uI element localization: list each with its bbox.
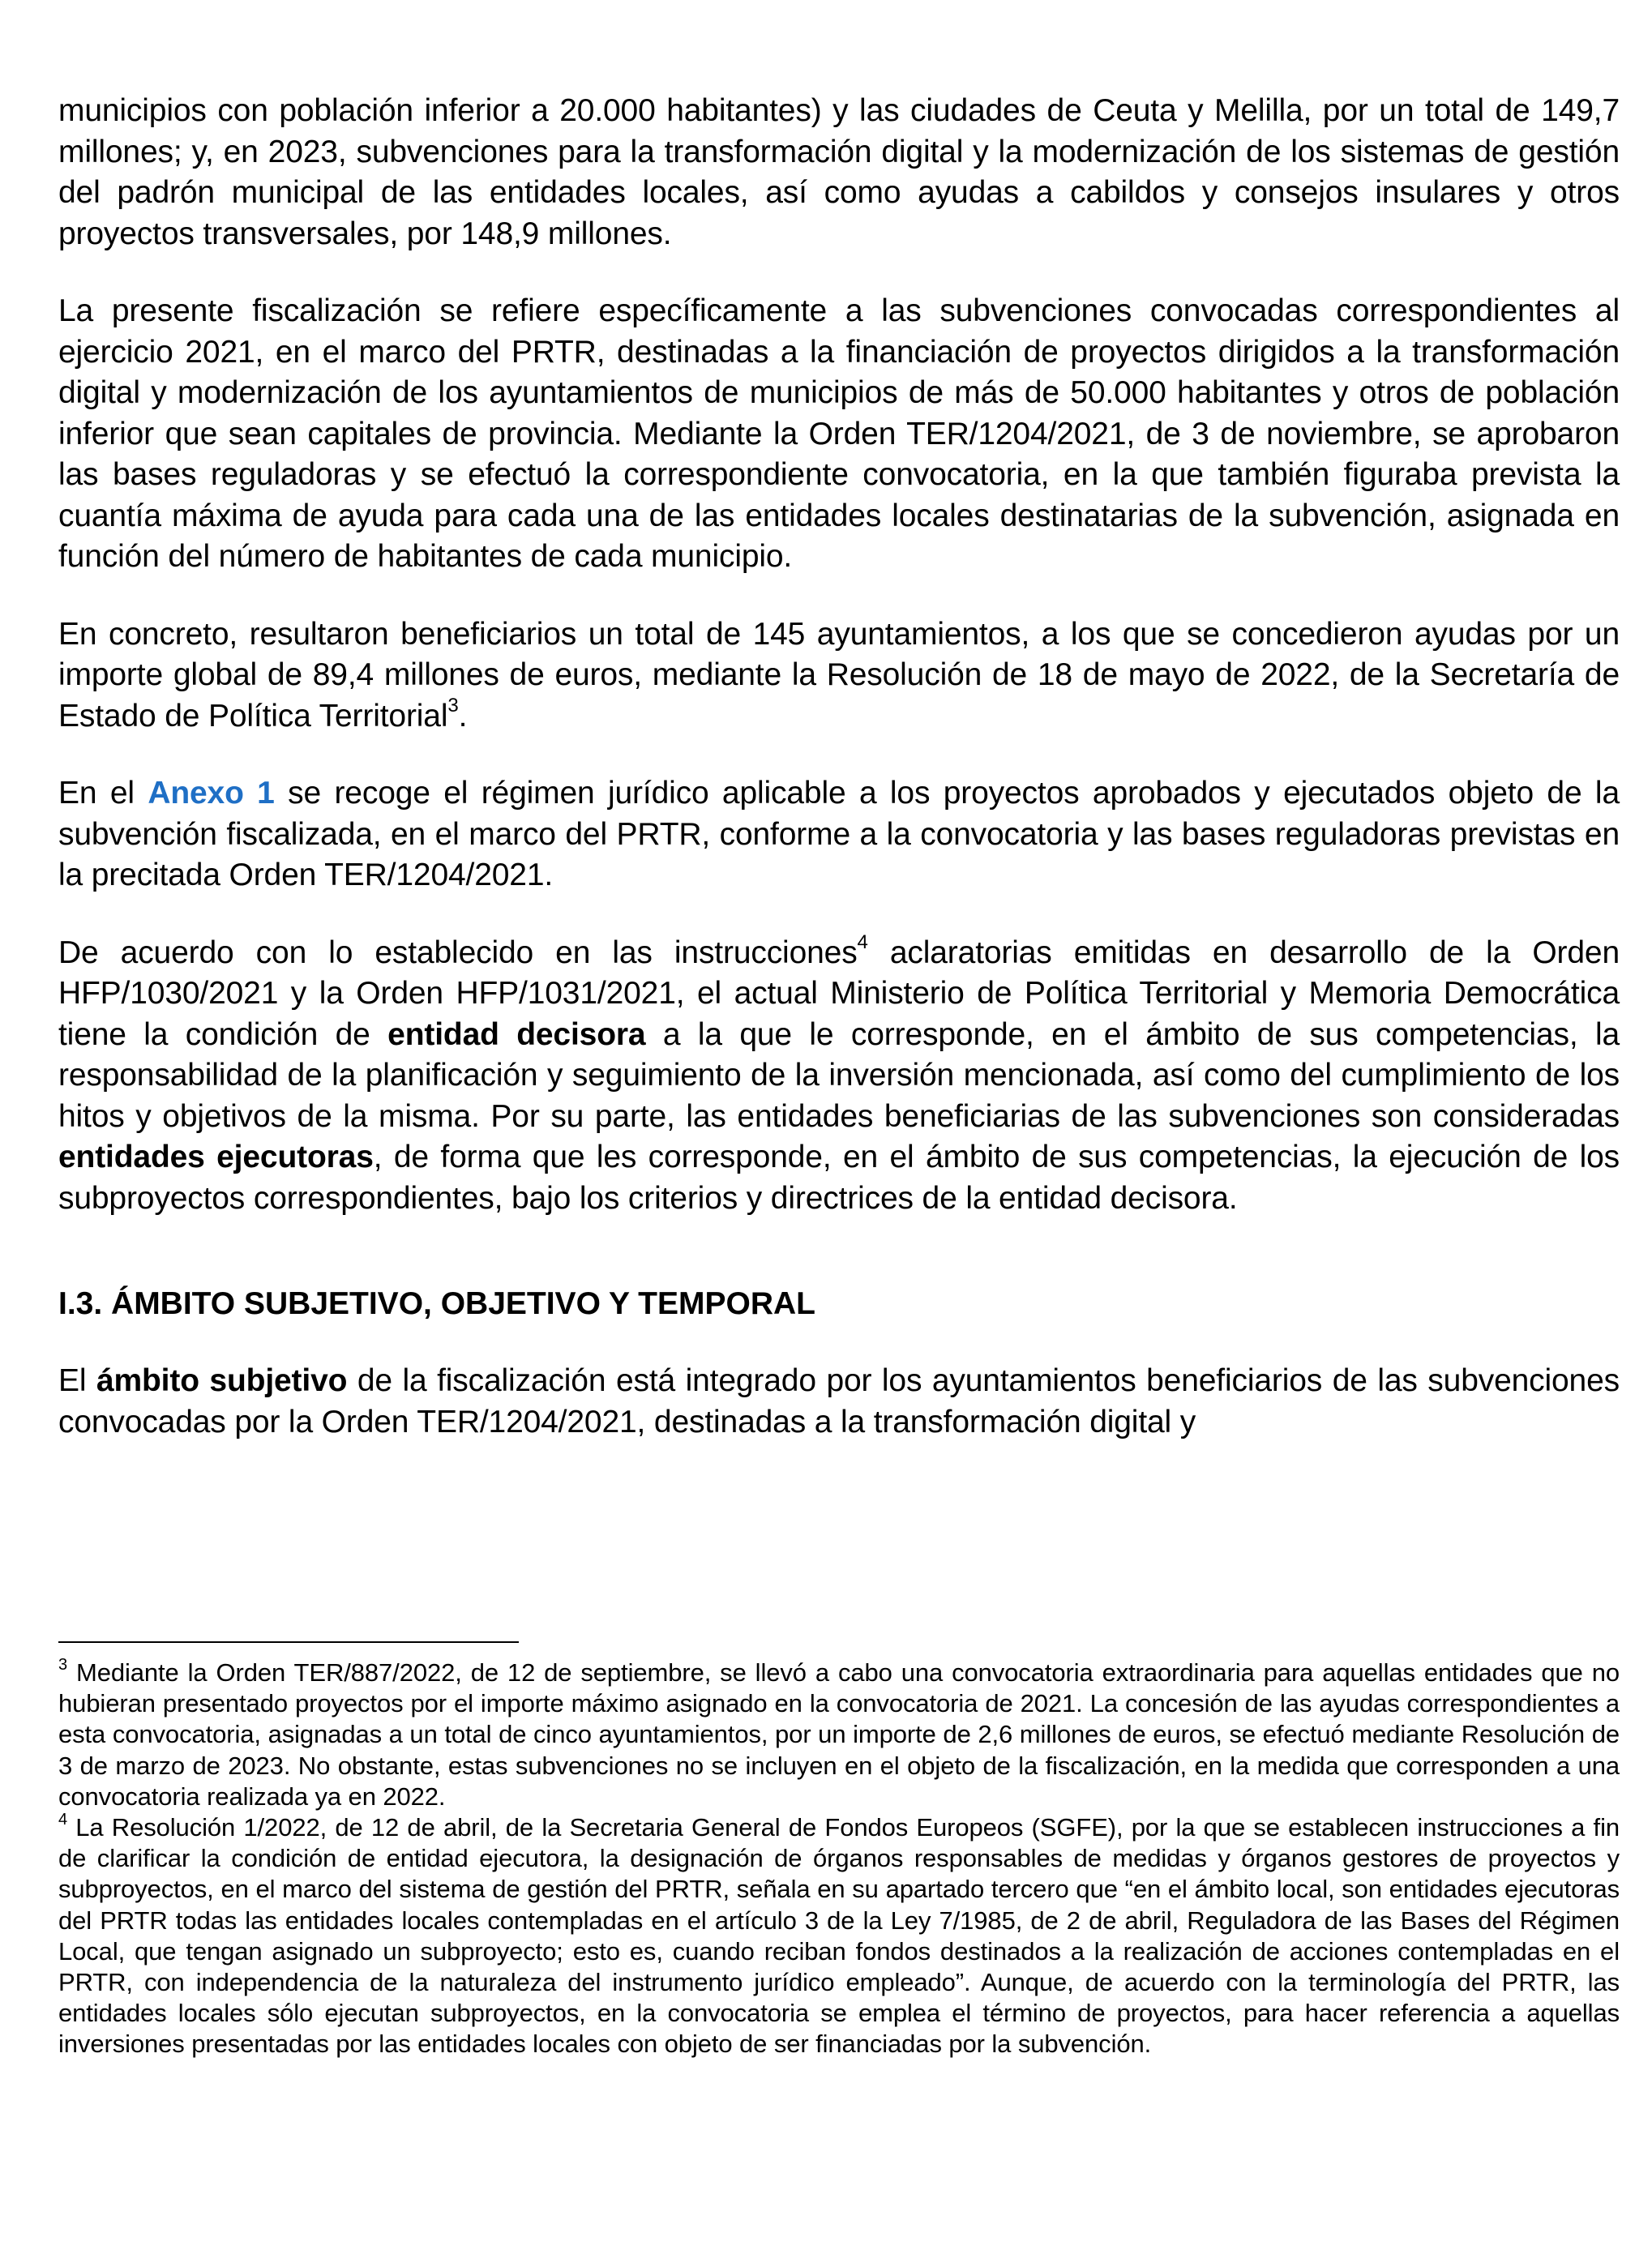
paragraph-text: . xyxy=(458,698,468,734)
footnote-4 xyxy=(58,1812,1620,2060)
footnote-ref-3[interactable]: 3 xyxy=(447,694,459,716)
bold-term-entidades-ejecutoras: entidades ejecutoras xyxy=(58,1140,374,1174)
paragraph-fiscalization-scope: La presente fiscalización se refiere específicamente a las subvenciones convocadas correspondientes al ejercicio 2021, en el marco del PRTR, destinadas a la financiación de proyectos dirigidos a la transformación digital y modernización de los ayuntamientos de municipios de más de 50.000 habitantes y otros de población inferior que sean capitales de provincia. Mediante la Orden TER/1204/2021, de 3 de noviembre, se aprobaron las bases reguladoras y se efectuó la correspondiente convocatoria, en la que también figuraba prevista la cuantía máxima de ayuda para cada una de las entidades locales destinatarias de la subvención, asignada en función del número de habitantes de cada municipio. xyxy=(58,293,1620,574)
bold-term-ambito-subjetivo: ámbito subjetivo xyxy=(96,1363,348,1398)
document-body xyxy=(58,91,1620,1479)
footnote-number: 4 xyxy=(58,1810,68,1829)
footnote-divider xyxy=(58,1641,519,1643)
paragraph-text: En el xyxy=(58,776,148,811)
paragraph-text: de la fiscalización está integrado por los ayuntamientos beneficiarios de las subvenciones convocadas por la Orden TER/1204/2021, destinadas a la transformación digital y xyxy=(58,1363,1620,1439)
footnote-number: 3 xyxy=(58,1655,68,1674)
paragraph-text: De acuerdo con lo establecido en las instrucciones xyxy=(58,935,858,970)
footnote-text: Mediante la Orden TER/887/2022, de 12 de septiembre, se llevó a cabo una convocatoria extraordinaria para aquellas entidades que no hubieran presentado proyectos por el importe máximo asignado en la convocatoria de 2021. La concesión de las ayudas correspondientes a esta convocatoria, asignadas a un total de cinco ayuntamientos, por un importe de 2,6 millones de euros, se efectuó mediante Resolución de 3 de marzo de 2023. No obstante, estas subvenciones no se incluyen en el objeto de la fiscalización, en la medida que corresponden a una convocatoria realizada ya en 2022. xyxy=(58,1658,1620,1811)
paragraph-text: a la que le corresponde, en el ámbito de sus competencias, la responsabilidad de la planificación y seguimiento de la inversión mencionada, así como del cumplimiento de los hitos y objetivos de la misma. Por su parte, las entidades beneficiarias de las subvenciones son consideradas xyxy=(58,1016,1620,1134)
footnote-3 xyxy=(58,1655,1620,1812)
paragraph-text: , de forma que les corresponde, en el ámbito de sus competencias, la ejecución de los subproyectos correspondientes, bajo los criterios y directrices de la entidad decisora. xyxy=(58,1140,1620,1216)
footnotes-section xyxy=(58,1641,1620,2060)
paragraph-text: aclaratorias emitidas en desarrollo de la Orden HFP/1030/2021 y la Orden HFP/1031/2021, el actual Ministerio de Política Territorial y Memoria Democrática tiene la condición de xyxy=(58,935,1620,1052)
paragraph-subjective-scope xyxy=(58,1361,1620,1443)
paragraph-beneficiaries xyxy=(58,614,1620,738)
annex-1-link[interactable]: Anexo 1 xyxy=(148,776,275,811)
section-heading: I.3. ÁMBITO SUBJETIVO, OBJETIVO Y TEMPORAL xyxy=(58,1286,816,1321)
paragraph-entities xyxy=(58,930,1620,1220)
paragraph-funding-totals: municipios con población inferior a 20.000 habitantes) y las ciudades de Ceuta y Melilla, por un total de 149,7 millones; y, en 2023, subvenciones para la transformación digital y la modernización de los sistemas de gestión del padrón municipal de las entidades locales, así como ayudas a cabildos y consejos insulares y otros proyectos transversales, por 148,9 millones. xyxy=(58,93,1620,251)
footnote-text: La Resolución 1/2022, de 12 de abril, de la Secretaria General de Fondos Europeos (SGFE), por la que se establecen instrucciones a fin de clarificar la condición de entidad ejecutora, la designación de órganos responsables de medidas y órganos gestores de proyectos y subproyectos, en el marco del sistema de gestión del PRTR, señala en su apartado tercero que “en el ámbito local, son entidades ejecutoras del PRTR todas las entidades locales contempladas en el artículo 3 de la Ley 7/1985, de 2 de abril, Reguladora de las Bases del Régimen Local, que tengan asignado un subproyecto; esto es, cuando reciban fondos destinados a la realización de acciones contempladas en el PRTR, con independencia de la naturaleza del instrumento jurídico empleado”. Aunque, de acuerdo con la terminología del PRTR, las entidades locales sólo ejecutan subproyectos, en la convocatoria se emplea el término de proyectos, para hacer referencia a aquellas inversiones presentadas por las entidades locales con objeto de ser financiadas por la subvención. xyxy=(58,1813,1620,2059)
paragraph-text: se recoge el régimen jurídico aplicable a los proyectos aprobados y ejecutados objeto de la subvención fiscalizada, en el marco del PRTR, conforme a la convocatoria y las bases reguladoras previstas en la precitada Orden TER/1204/2021. xyxy=(58,776,1620,892)
paragraph-text: El xyxy=(58,1363,96,1398)
bold-term-entidad-decisora: entidad decisora xyxy=(387,1016,646,1052)
footnote-ref-4[interactable]: 4 xyxy=(857,930,868,953)
paragraph-text: En concreto, resultaron beneficiarios un total de 145 ayuntamientos, a los que se concedieron ayudas por un importe global de 89,4 millones de euros, mediante la Resolución de 18 de mayo de 2022, de la Secretaría de Estado de Política Territorial xyxy=(58,616,1620,734)
paragraph-annex-reference xyxy=(58,773,1620,896)
